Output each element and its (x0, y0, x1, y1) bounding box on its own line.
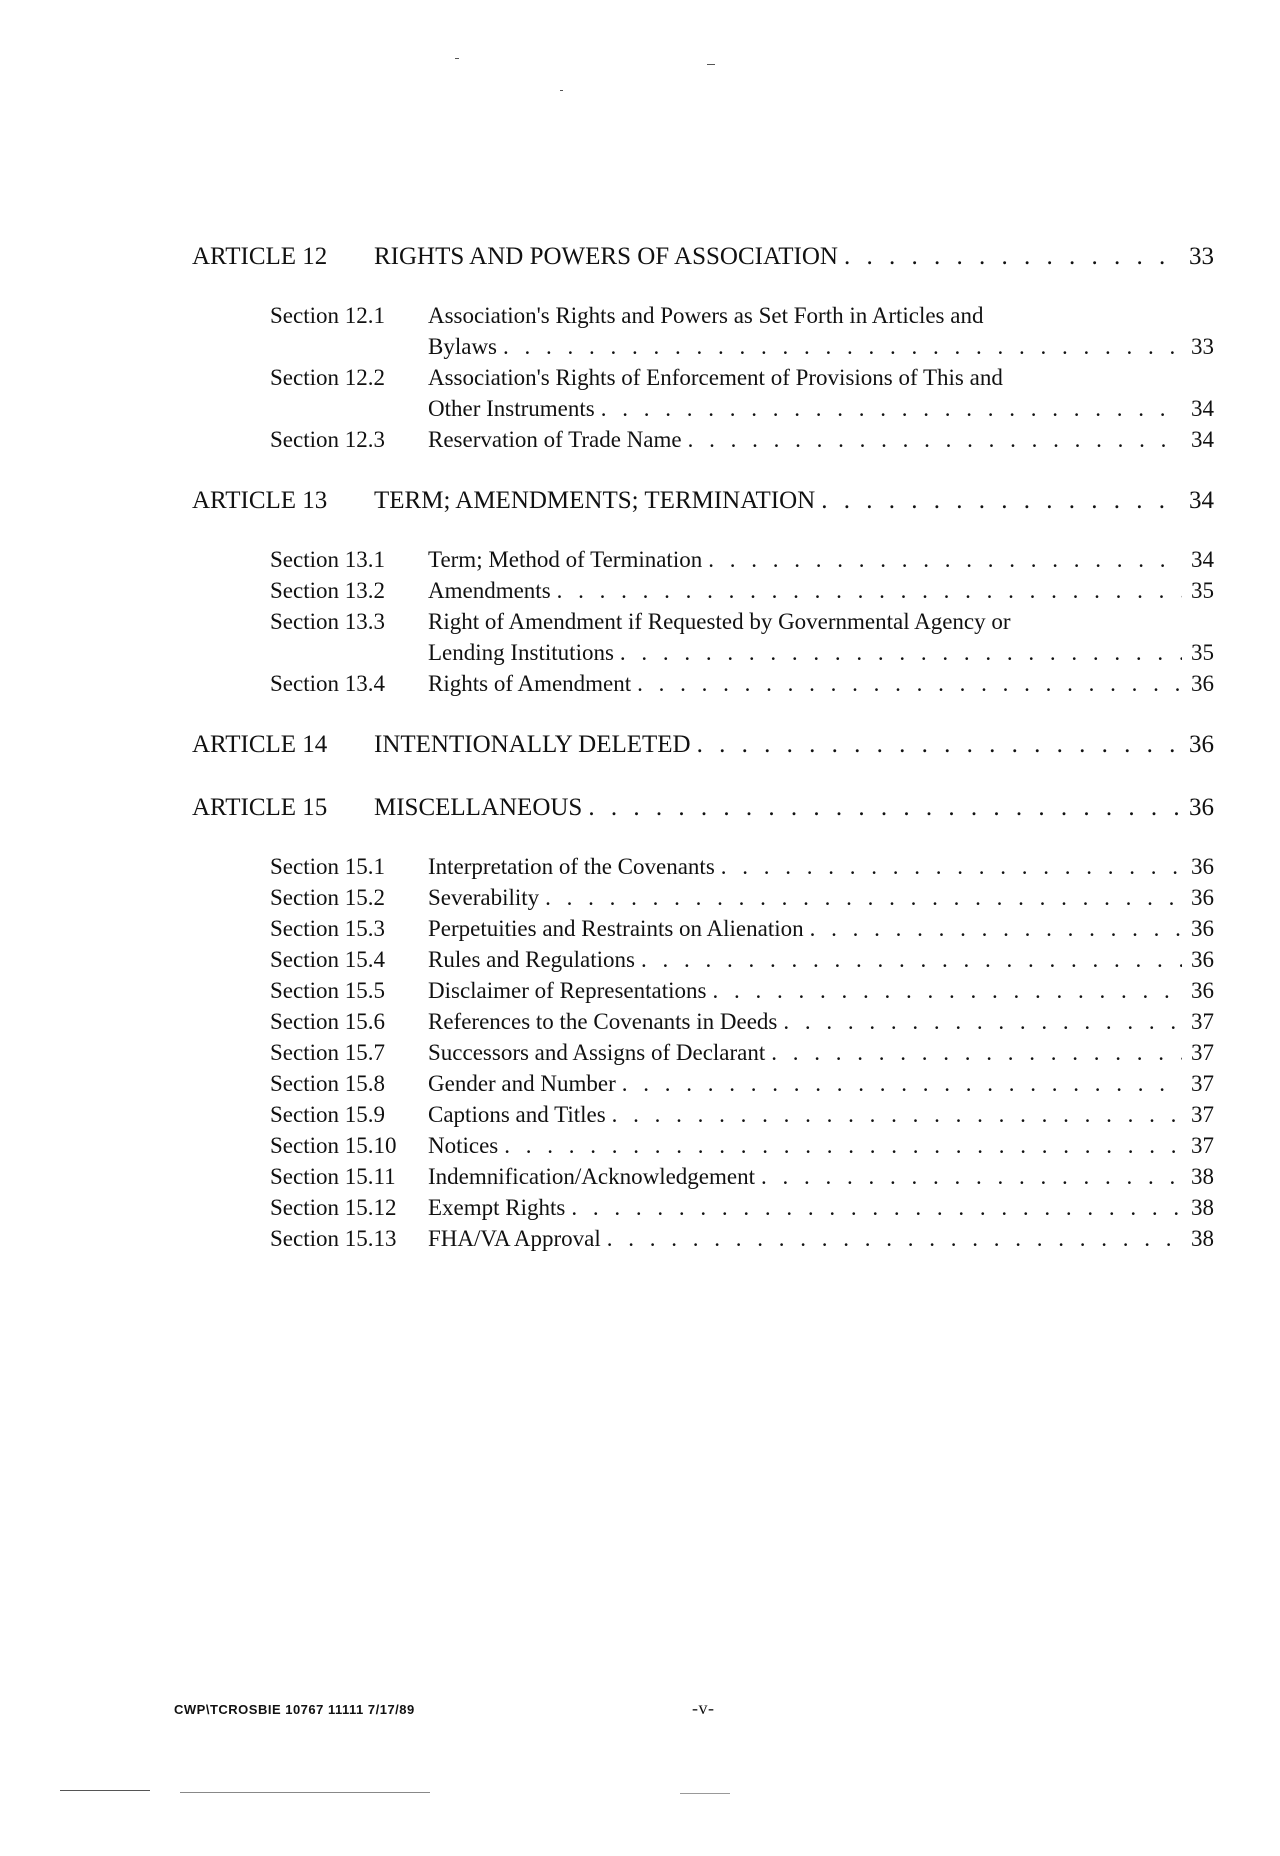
section-title-last-line (428, 1099, 1214, 1130)
section-page-number: 36 (1191, 854, 1214, 879)
section-title-last-line (428, 668, 1214, 699)
section-title-block (428, 851, 1214, 882)
section-title-block (428, 1223, 1214, 1254)
section-page-number: 38 (1191, 1226, 1214, 1251)
section-number: Section 15.3 (270, 916, 385, 941)
toc-section-list (270, 300, 1214, 455)
section-number: Section 13.1 (270, 547, 385, 572)
section-title-last-line (428, 393, 1214, 424)
scan-speck (560, 90, 563, 91)
section-title-last-line (428, 1223, 1214, 1254)
dot-leader (721, 851, 1182, 882)
section-title-block (428, 882, 1214, 913)
article-title-line (374, 484, 1214, 518)
dot-leader (708, 544, 1182, 575)
scan-speck (60, 1790, 150, 1791)
dot-leader (571, 1192, 1182, 1223)
section-number: Section 12.1 (270, 303, 385, 328)
section-number: Section 15.6 (270, 1009, 385, 1034)
dot-leader (844, 240, 1182, 274)
section-number: Section 12.3 (270, 427, 385, 452)
article-title: MISCELLANEOUS (374, 794, 583, 821)
article-number: ARTICLE 13 (192, 487, 328, 514)
section-title: Other Instruments (428, 396, 595, 421)
section-title-last-line (428, 1006, 1214, 1037)
section-page-number: 37 (1191, 1133, 1214, 1158)
toc-section-row (270, 975, 1214, 1006)
toc-section-row (270, 1099, 1214, 1130)
dot-leader (607, 1223, 1182, 1254)
section-title-block (428, 668, 1214, 699)
article-page-number: 36 (1189, 794, 1214, 821)
scan-speck (455, 58, 459, 59)
section-title: Interpretation of the Covenants (428, 854, 715, 879)
section-title-last-line (428, 913, 1214, 944)
dot-leader (821, 484, 1182, 518)
section-title-block (428, 424, 1214, 455)
section-page-number: 37 (1191, 1071, 1214, 1096)
toc-section-row (270, 575, 1214, 606)
article-number: ARTICLE 14 (192, 731, 328, 758)
toc-section-row (270, 606, 1214, 668)
section-page-number: 38 (1191, 1195, 1214, 1220)
toc-section-row (270, 1068, 1214, 1099)
section-title-last-line (428, 851, 1214, 882)
article-title: INTENTIONALLY DELETED (374, 731, 691, 758)
section-number: Section 15.12 (270, 1195, 397, 1220)
toc-section-row (270, 1161, 1214, 1192)
section-page-number: 36 (1191, 671, 1214, 696)
section-title: Exempt Rights (428, 1195, 566, 1220)
scan-speck (680, 1793, 730, 1794)
article-page-number: 34 (1189, 487, 1214, 514)
dot-leader (761, 1161, 1182, 1192)
section-title-last-line (428, 1130, 1214, 1161)
section-title: Amendments (428, 578, 551, 603)
section-title-last-line (428, 882, 1214, 913)
section-title-last-line (428, 1161, 1214, 1192)
toc-article-row (192, 728, 1214, 762)
section-title-block (428, 544, 1214, 575)
article-number: ARTICLE 15 (192, 794, 328, 821)
section-title: Reservation of Trade Name (428, 427, 682, 452)
section-number: Section 15.7 (270, 1040, 385, 1065)
section-title: Term; Method of Termination (428, 547, 703, 572)
dot-leader (557, 575, 1182, 606)
dot-leader (612, 1099, 1182, 1130)
section-title: Successors and Assigns of Declarant (428, 1040, 766, 1065)
section-number: Section 15.9 (270, 1102, 385, 1127)
toc-section-row (270, 668, 1214, 699)
footer-file-reference: CWP\TCROSBIE 10767 11111 7/17/89 (174, 1702, 415, 1717)
section-title-block (428, 575, 1214, 606)
toc-section-row (270, 1006, 1214, 1037)
table-of-contents (192, 240, 1214, 1283)
dot-leader (810, 913, 1182, 944)
section-number: Section 15.11 (270, 1164, 396, 1189)
section-page-number: 33 (1191, 334, 1214, 359)
section-title-last-line (428, 331, 1214, 362)
section-title-block (428, 1099, 1214, 1130)
section-number: Section 15.1 (270, 854, 385, 879)
section-title-last-line (428, 575, 1214, 606)
section-page-number: 35 (1191, 578, 1214, 603)
toc-section-row (270, 882, 1214, 913)
section-title: Bylaws (428, 334, 497, 359)
section-title: Disclaimer of Representations (428, 978, 707, 1003)
footer-page-number: -v- (692, 1698, 715, 1718)
section-number: Section 15.10 (270, 1133, 397, 1158)
section-number: Section 13.4 (270, 671, 385, 696)
toc-section-row (270, 300, 1214, 362)
section-page-number: 37 (1191, 1102, 1214, 1127)
toc-section-row (270, 424, 1214, 455)
scan-speck (180, 1792, 430, 1793)
section-title: FHA/VA Approval (428, 1226, 601, 1251)
section-page-number: 35 (1191, 640, 1214, 665)
section-number: Section 12.2 (270, 365, 385, 390)
toc-section-row (270, 1130, 1214, 1161)
section-title-block (428, 944, 1214, 975)
section-title: References to the Covenants in Deeds (428, 1009, 778, 1034)
section-title-block (428, 1161, 1214, 1192)
section-number: Section 15.4 (270, 947, 385, 972)
section-number: Section 15.8 (270, 1071, 385, 1096)
section-page-number: 37 (1191, 1009, 1214, 1034)
section-title-last-line (428, 544, 1214, 575)
toc-section-row (270, 1037, 1214, 1068)
dot-leader (545, 882, 1182, 913)
toc-article-row (192, 240, 1214, 274)
section-title-block (428, 1192, 1214, 1223)
section-page-number: 37 (1191, 1040, 1214, 1065)
section-title: Captions and Titles (428, 1102, 606, 1127)
toc-section-list (270, 851, 1214, 1254)
section-number: Section 15.5 (270, 978, 385, 1003)
dot-leader (622, 1068, 1182, 1099)
toc-section-row (270, 362, 1214, 424)
dot-leader (641, 944, 1182, 975)
section-number: Section 13.3 (270, 609, 385, 634)
section-title-block (428, 300, 1214, 362)
toc-section-row (270, 544, 1214, 575)
section-number: Section 15.2 (270, 885, 385, 910)
section-title-last-line (428, 637, 1214, 668)
toc-section-row (270, 1192, 1214, 1223)
section-title: Perpetuities and Restraints on Alienation (428, 916, 804, 941)
section-title-last-line (428, 1037, 1214, 1068)
section-title: Indemnification/Acknowledgement (428, 1164, 756, 1189)
section-page-number: 36 (1191, 978, 1214, 1003)
section-title-last-line (428, 424, 1214, 455)
article-title: TERM; AMENDMENTS; TERMINATION (374, 487, 816, 514)
section-title-block (428, 1006, 1214, 1037)
toc-section-row (270, 944, 1214, 975)
section-number: Section 15.13 (270, 1226, 397, 1251)
section-title-last-line (428, 1068, 1214, 1099)
dot-leader (771, 1037, 1182, 1068)
toc-article-row (192, 791, 1214, 825)
section-title-block (428, 1037, 1214, 1068)
dot-leader (783, 1006, 1182, 1037)
section-page-number: 36 (1191, 916, 1214, 941)
section-title-block (428, 1068, 1214, 1099)
section-title-block (428, 1130, 1214, 1161)
dot-leader (601, 393, 1182, 424)
scan-speck (707, 64, 715, 65)
section-title-line1: Association's Rights of Enforcement of Provisions of This and (428, 365, 1003, 390)
toc-article-row (192, 484, 1214, 518)
article-title-line (374, 728, 1214, 762)
article-title: RIGHTS AND POWERS OF ASSOCIATION (374, 243, 838, 270)
toc-section-row (270, 913, 1214, 944)
section-page-number: 36 (1191, 947, 1214, 972)
section-page-number: 34 (1191, 396, 1214, 421)
section-page-number: 38 (1191, 1164, 1214, 1189)
section-title: Gender and Number (428, 1071, 616, 1096)
dot-leader (504, 1130, 1182, 1161)
section-title-block (428, 975, 1214, 1006)
section-title: Rights of Amendment (428, 671, 632, 696)
dot-leader (588, 791, 1182, 825)
section-title-block (428, 913, 1214, 944)
section-title: Severability (428, 885, 540, 910)
section-page-number: 34 (1191, 427, 1214, 452)
section-page-number: 34 (1191, 547, 1214, 572)
article-title-line (374, 791, 1214, 825)
section-title-line1: Association's Rights and Powers as Set Forth in Articles and (428, 303, 984, 328)
toc-section-row (270, 851, 1214, 882)
dot-leader (637, 668, 1182, 699)
toc-section-list (270, 544, 1214, 699)
section-page-number: 36 (1191, 885, 1214, 910)
section-title-last-line (428, 975, 1214, 1006)
dot-leader (620, 637, 1182, 668)
section-title: Lending Institutions (428, 640, 614, 665)
page-footer (174, 1698, 734, 1720)
article-title-line (374, 240, 1214, 274)
dot-leader (697, 728, 1182, 762)
section-title-block (428, 362, 1214, 424)
article-number: ARTICLE 12 (192, 243, 328, 270)
dot-leader (503, 331, 1182, 362)
article-page-number: 33 (1189, 243, 1214, 270)
section-title-last-line (428, 944, 1214, 975)
dot-leader (712, 975, 1182, 1006)
toc-section-row (270, 1223, 1214, 1254)
article-page-number: 36 (1189, 731, 1214, 758)
section-title-last-line (428, 1192, 1214, 1223)
section-title: Rules and Regulations (428, 947, 635, 972)
dot-leader (688, 424, 1182, 455)
section-title: Notices (428, 1133, 499, 1158)
section-title-block (428, 606, 1214, 668)
section-title-line1: Right of Amendment if Requested by Governmental Agency or (428, 609, 1011, 634)
section-number: Section 13.2 (270, 578, 385, 603)
